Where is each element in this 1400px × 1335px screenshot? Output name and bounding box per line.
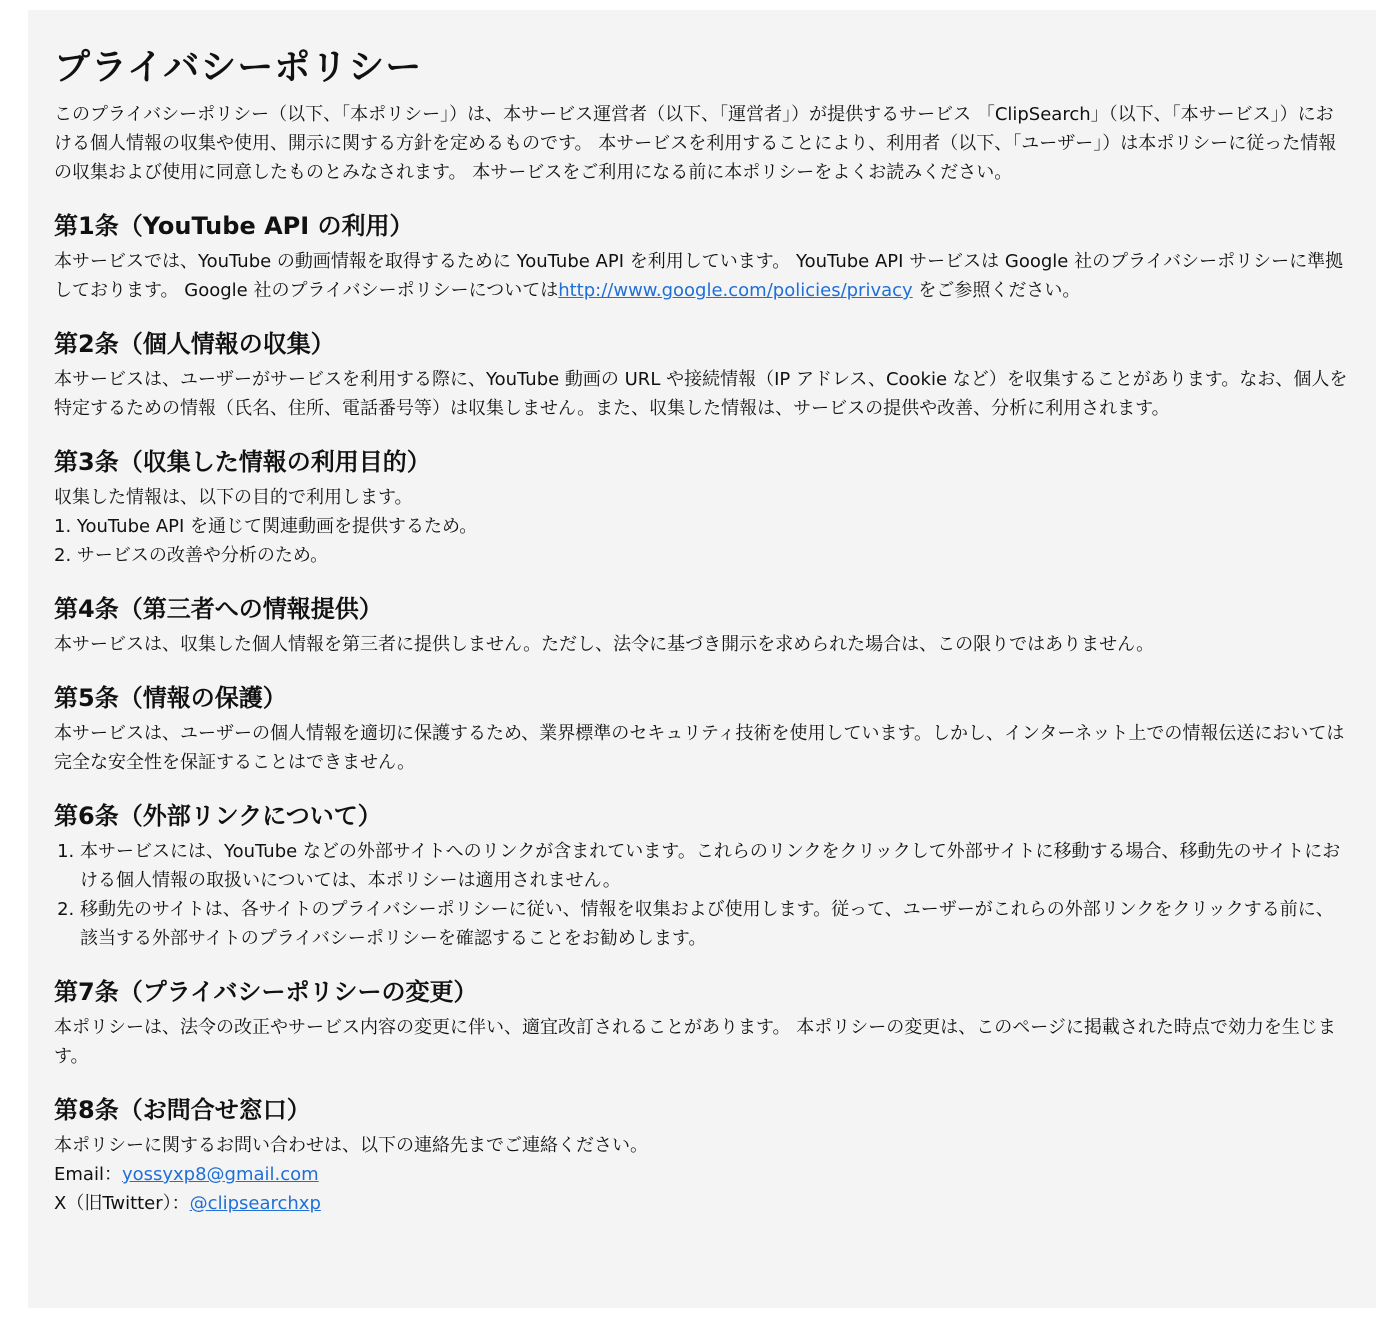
contact-x-line: [54, 1189, 1350, 1218]
section-5-text: 本サービスは、ユーザーの個人情報を適切に保護するため、業界標準のセキュリティ技術を使用しています。しかし、インターネット上での情報伝送においては完全な安全性を保証することはできません。: [54, 723, 1345, 773]
section-4-heading: 第4条（第三者への情報提供）: [54, 595, 383, 623]
list-item: 2. 移動先のサイトは、各サイトのプライバシーポリシーに従い、情報を収集および使用します。従って、ユーザーがこれらの外部リンクをクリックする前に、該当する外部サイトのプライバシーポリシーを確認することをお勧めします。: [80, 895, 1350, 953]
section-3: [54, 447, 1350, 570]
policy-panel: [28, 10, 1376, 1308]
contact-email-line: [54, 1160, 1350, 1189]
email-label: Email：: [54, 1164, 122, 1185]
section-5-heading: 第5条（情報の保護）: [54, 684, 287, 712]
section-7-text: 本ポリシーは、法令の改正やサービス内容の変更に伴い、適宜改訂されることがあります。 本ポリシーの変更は、このページに掲載された時点で効力を生じます。: [54, 1017, 1336, 1067]
section-3-list: [54, 512, 1350, 570]
section-7: [54, 977, 1350, 1071]
section-3-heading: 第3条（収集した情報の利用目的）: [54, 448, 431, 476]
section-2-heading: 第2条（個人情報の収集）: [54, 330, 335, 358]
section-6: [54, 801, 1350, 953]
section-7-heading: 第7条（プライバシーポリシーの変更）: [54, 978, 478, 1006]
section-1-heading: 第1条（YouTube API の利用）: [54, 212, 414, 240]
list-item: 2. サービスの改善や分析のため。: [54, 545, 329, 566]
google-privacy-link[interactable]: http://www.google.com/policies/privacy: [558, 280, 913, 301]
section-2-text: 本サービスは、ユーザーがサービスを利用する際に、YouTube 動画の URL や接続情報（IP アドレス、Cookie など）を収集することがあります。なお、個人を特定するための情報（氏名、住所、電話番号等）は収集しません。また、収集した情報は、サービスの提供や改善、分析に利用されます。: [54, 369, 1348, 419]
section-8-text: 本ポリシーに関するお問い合わせは、以下の連絡先までご連絡ください。: [54, 1135, 648, 1156]
section-6-list: [54, 837, 1350, 953]
x-label: X（旧Twitter）：: [54, 1193, 190, 1214]
section-5: [54, 683, 1350, 777]
section-1-text: [54, 247, 1350, 305]
section-1: [54, 211, 1350, 305]
section-8-heading: 第8条（お問合せ窓口）: [54, 1096, 311, 1124]
list-item: 1. YouTube API を通じて関連動画を提供するため。: [54, 516, 478, 537]
email-link[interactable]: yossyxp8@gmail.com: [121, 1164, 319, 1185]
section-4: [54, 594, 1350, 659]
page-title: プライバシーポリシー: [54, 47, 423, 88]
section-1-text-before: 本サービスでは、YouTube の動画情報を取得するために YouTube API を利用しています。 YouTube API サービスは Google 社のプライバシーポリシーに準拠しております。 Google 社のプライバシーポリシーについては: [54, 251, 1344, 301]
section-1-text-after: をご参照ください。: [912, 280, 1081, 301]
section-8: [54, 1095, 1350, 1218]
section-3-text: 収集した情報は、以下の目的で利用します。: [54, 487, 413, 508]
x-handle-link[interactable]: @clipsearchxp: [189, 1193, 321, 1214]
section-6-heading: 第6条（外部リンクについて）: [54, 802, 382, 830]
section-4-text: 本サービスは、収集した個人情報を第三者に提供しません。ただし、法令に基づき開示を求められた場合は、この限りではありません。: [54, 634, 1155, 655]
intro-text: このプライバシーポリシー（以下、「本ポリシー」）は、本サービス運営者（以下、「運営者」）が提供するサービス 「ClipSearch」（以下、「本サービス」）における個人情報の収集や使用、開示に関する方針を定めるものです。 本サービスを利用することにより、利用者（以下、「ユーザー」）は本ポリシーに従った情報の収集および使用に同意したものとみなされます。 本サービスをご利用になる前に本ポリシーをよくお読みください。: [54, 104, 1337, 183]
section-2: [54, 329, 1350, 423]
list-item: 1. 本サービスには、YouTube などの外部サイトへのリンクが含まれています。これらのリンクをクリックして外部サイトに移動する場合、移動先のサイトにおける個人情報の取扱いについては、本ポリシーは適用されません。: [80, 837, 1350, 895]
